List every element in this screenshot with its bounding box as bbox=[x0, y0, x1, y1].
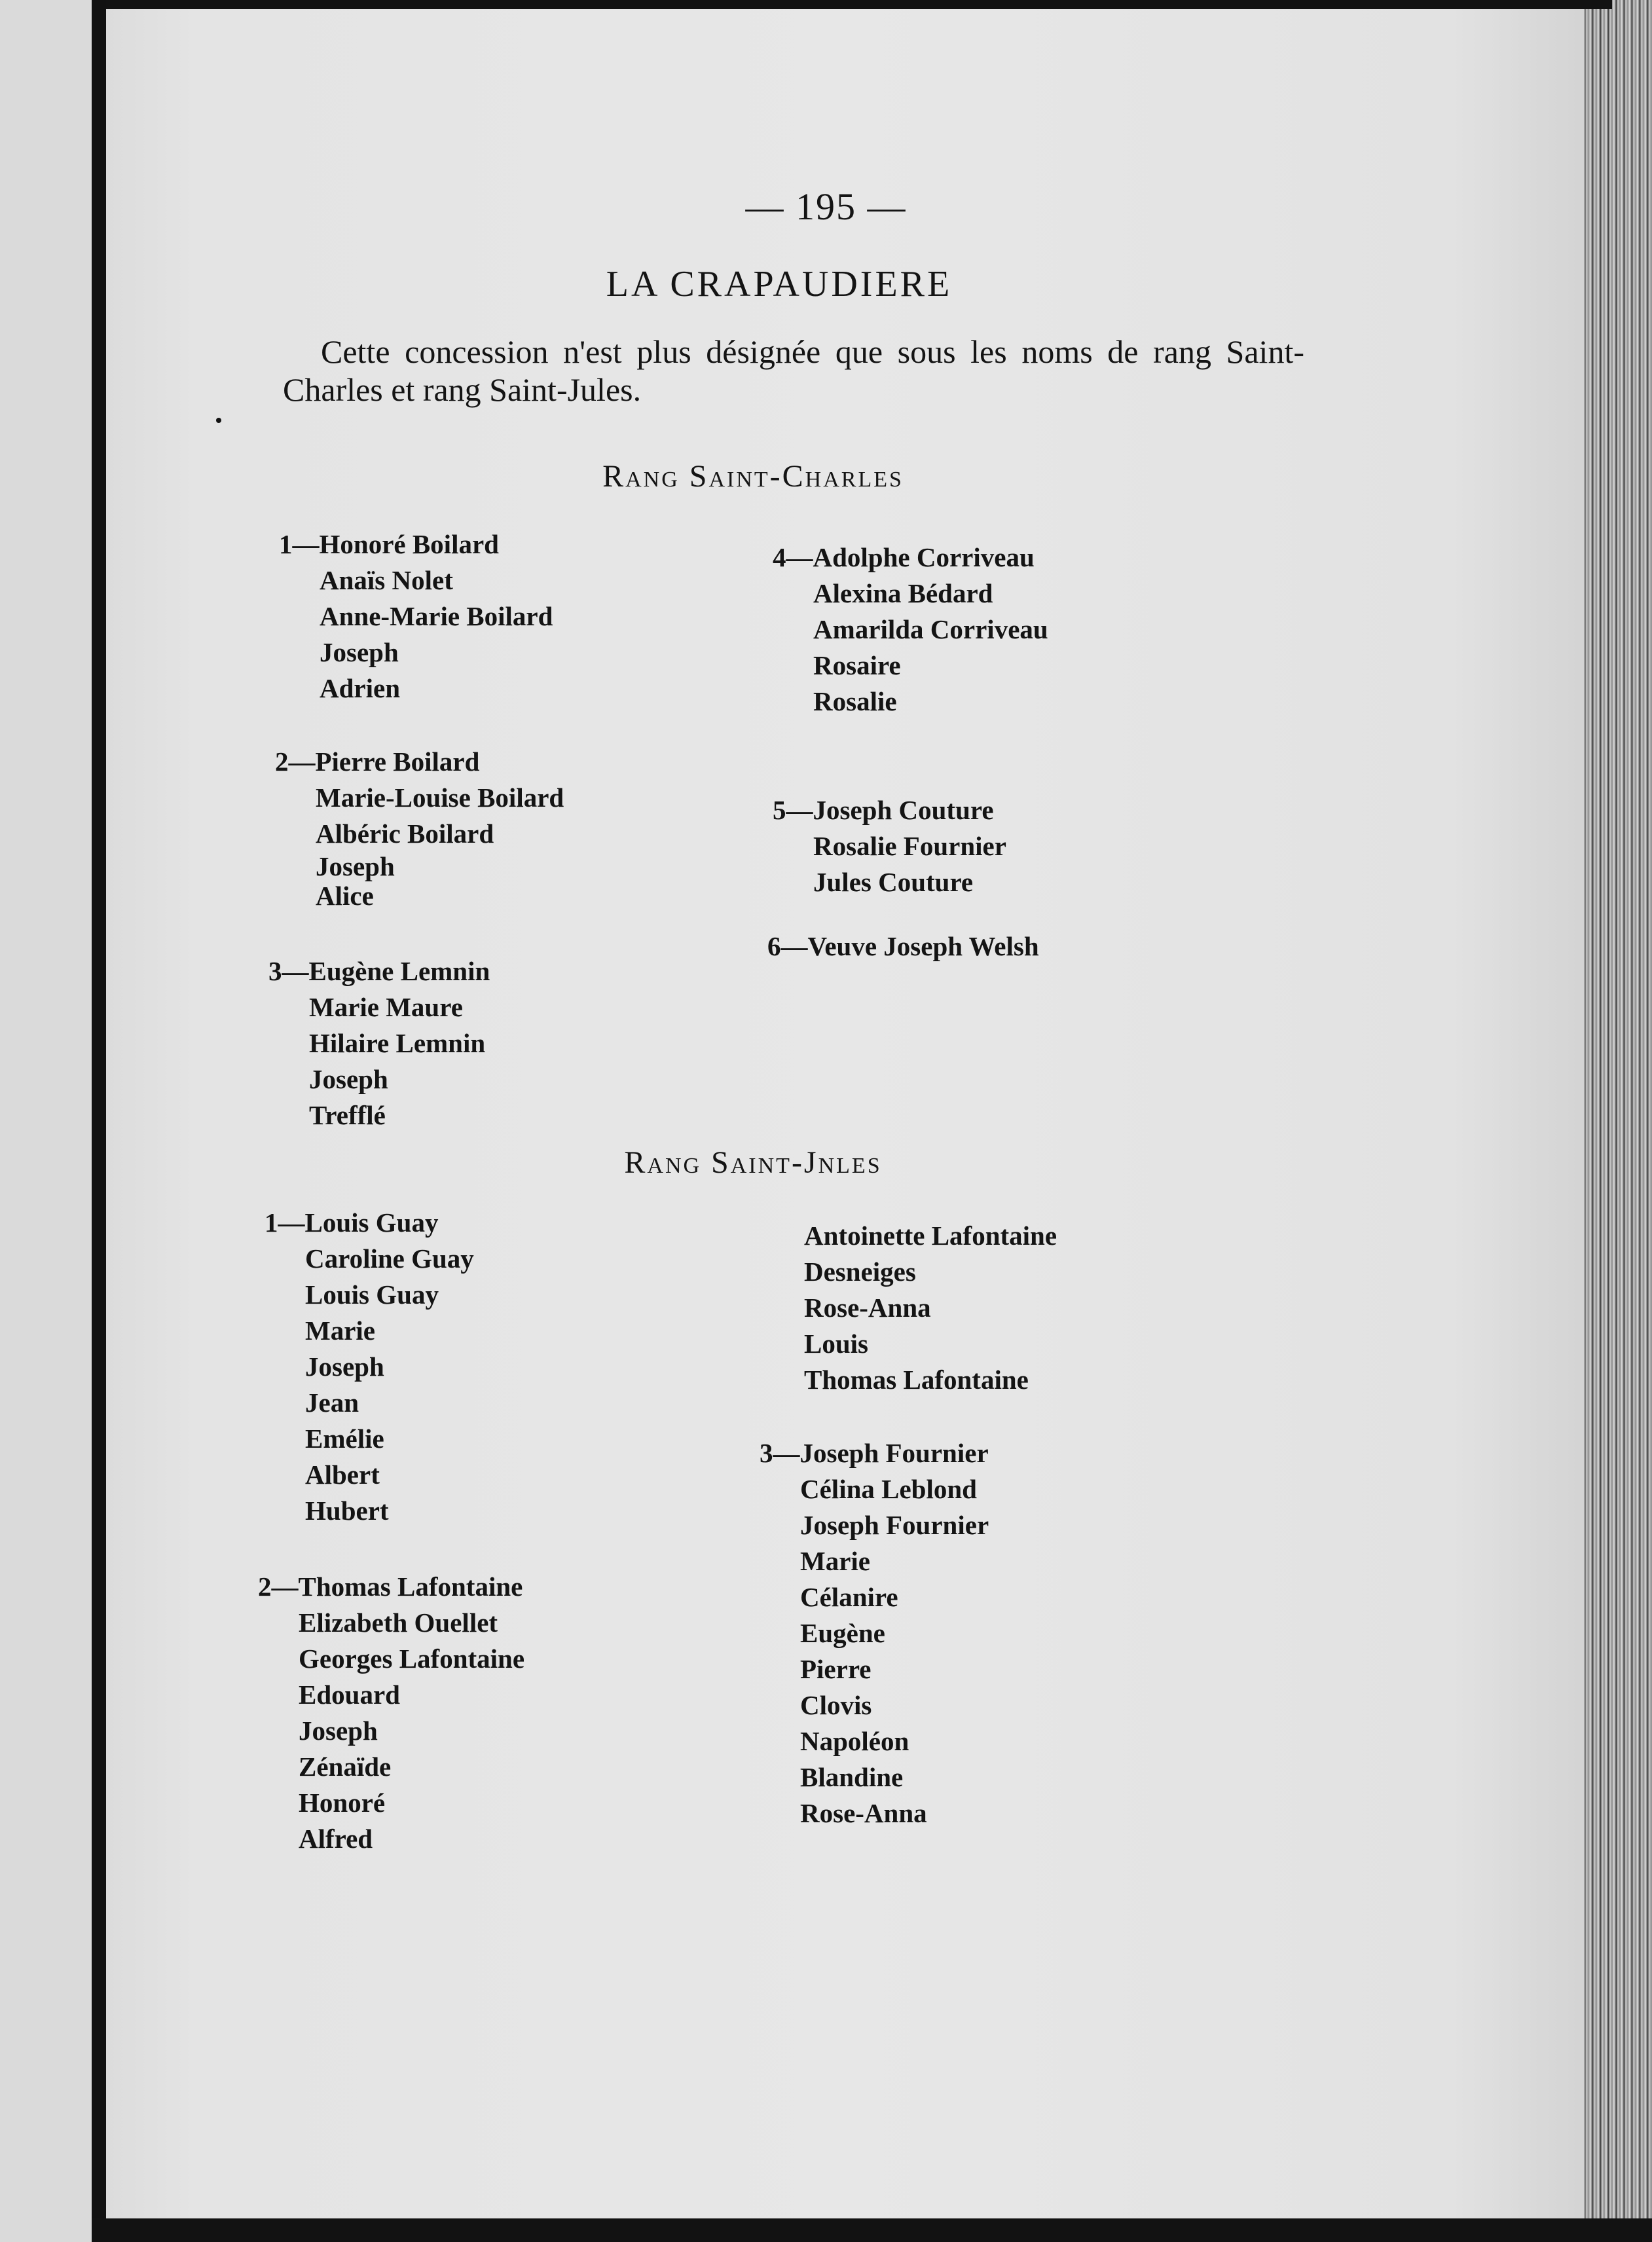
family-block bbox=[773, 540, 1048, 720]
family-member: Pierre bbox=[800, 1654, 872, 1684]
family-member: Eugène bbox=[800, 1618, 885, 1648]
family-member: Joseph bbox=[299, 1716, 378, 1746]
family-member: Anaïs Nolet bbox=[320, 565, 453, 595]
family-member: Caroline Guay bbox=[305, 1243, 474, 1274]
family-block bbox=[760, 1435, 989, 1831]
family-member: Albert bbox=[305, 1460, 380, 1490]
family-block bbox=[258, 1569, 524, 1857]
family-member: Emélie bbox=[305, 1424, 384, 1454]
family-head: 3—Joseph Fournier bbox=[760, 1438, 989, 1468]
family-member: Louis bbox=[804, 1329, 868, 1359]
family-member: Joseph bbox=[305, 1351, 384, 1382]
family-member: Hilaire Lemnin bbox=[309, 1028, 486, 1058]
family-block bbox=[767, 928, 1039, 965]
family-head: 2—Thomas Lafontaine bbox=[258, 1571, 523, 1602]
family-member: Alfred bbox=[299, 1824, 373, 1854]
family-member: Marie bbox=[305, 1315, 375, 1346]
family-head: 3—Eugène Lemnin bbox=[268, 956, 490, 986]
family-member: Marie-Louise Boilard bbox=[316, 782, 564, 813]
family-member: Joseph bbox=[320, 637, 399, 667]
family-member: Rosaire bbox=[813, 650, 901, 680]
family-member: Rose-Anna bbox=[804, 1293, 931, 1323]
family-member: Anne-Marie Boilard bbox=[320, 601, 553, 631]
page-title: LA CRAPAUDIERE bbox=[606, 264, 953, 304]
family-member: Clovis bbox=[800, 1690, 872, 1720]
family-head: 2—Pierre Boilard bbox=[275, 746, 480, 777]
family-member: Jean bbox=[305, 1387, 359, 1418]
family-member: Joseph bbox=[316, 851, 395, 881]
family-member: Thomas Lafontaine bbox=[804, 1365, 1029, 1395]
family-member: Alexina Bédard bbox=[813, 578, 993, 608]
intro-paragraph: Cette concession n'est plus désignée que sous les noms de rang Saint-Charles et rang Saint-Jules. bbox=[283, 333, 1304, 408]
family-head: 4—Adolphe Corriveau bbox=[773, 542, 1035, 572]
bottom-shadow bbox=[92, 2218, 1652, 2242]
family-member: Joseph Fournier bbox=[800, 1510, 989, 1540]
family-block bbox=[275, 744, 564, 911]
margin-speck bbox=[216, 418, 221, 423]
section-heading-saint-jules: Rang Saint-Jnles bbox=[624, 1145, 882, 1180]
family-block bbox=[773, 792, 1006, 900]
family-member: Albéric Boilard bbox=[316, 818, 494, 849]
family-head: 6—Veuve Joseph Welsh bbox=[767, 931, 1039, 961]
family-block bbox=[279, 526, 553, 707]
family-block bbox=[268, 953, 490, 1133]
family-member: Marie bbox=[800, 1546, 870, 1576]
family-member: Napoléon bbox=[800, 1726, 909, 1756]
family-member: Joseph bbox=[309, 1064, 388, 1094]
family-member: Honoré bbox=[299, 1788, 386, 1818]
family-head: 1—Honoré Boilard bbox=[279, 529, 499, 559]
left-margin-strip bbox=[0, 0, 92, 2242]
family-member: Alice bbox=[316, 881, 374, 911]
family-head: 5—Joseph Couture bbox=[773, 795, 994, 825]
family-member: Louis Guay bbox=[305, 1279, 439, 1310]
family-member: Rosalie Fournier bbox=[813, 831, 1006, 861]
family-member: Jules Couture bbox=[813, 867, 974, 897]
page-number: — 195 — bbox=[745, 185, 907, 228]
right-page-edges bbox=[1585, 0, 1652, 2242]
family-member: Antoinette Lafontaine bbox=[804, 1221, 1057, 1251]
left-binding-edge bbox=[92, 0, 107, 2242]
family-member: Blandine bbox=[800, 1762, 904, 1792]
family-member: Zénaïde bbox=[299, 1752, 392, 1782]
family-head: 1—Louis Guay bbox=[265, 1207, 439, 1238]
top-shadow bbox=[106, 0, 1612, 9]
family-block bbox=[265, 1205, 474, 1529]
family-member: Georges Lafontaine bbox=[299, 1644, 525, 1674]
section-heading-saint-charles: Rang Saint-Charles bbox=[602, 459, 904, 494]
family-member: Desneiges bbox=[804, 1257, 916, 1287]
family-member: Adrien bbox=[320, 673, 400, 703]
family-member: Amarilda Corriveau bbox=[813, 614, 1048, 644]
family-member: Elizabeth Ouellet bbox=[299, 1608, 498, 1638]
family-member: Hubert bbox=[305, 1496, 389, 1526]
family-member: Célanire bbox=[800, 1582, 898, 1612]
family-member: Trefflé bbox=[309, 1100, 386, 1130]
family-member: Rosalie bbox=[813, 686, 897, 716]
family-block-continued bbox=[763, 1218, 1057, 1398]
family-member: Edouard bbox=[299, 1680, 400, 1710]
family-member: Célina Leblond bbox=[800, 1474, 977, 1504]
family-member: Rose-Anna bbox=[800, 1798, 927, 1828]
family-member: Marie Maure bbox=[309, 992, 463, 1022]
